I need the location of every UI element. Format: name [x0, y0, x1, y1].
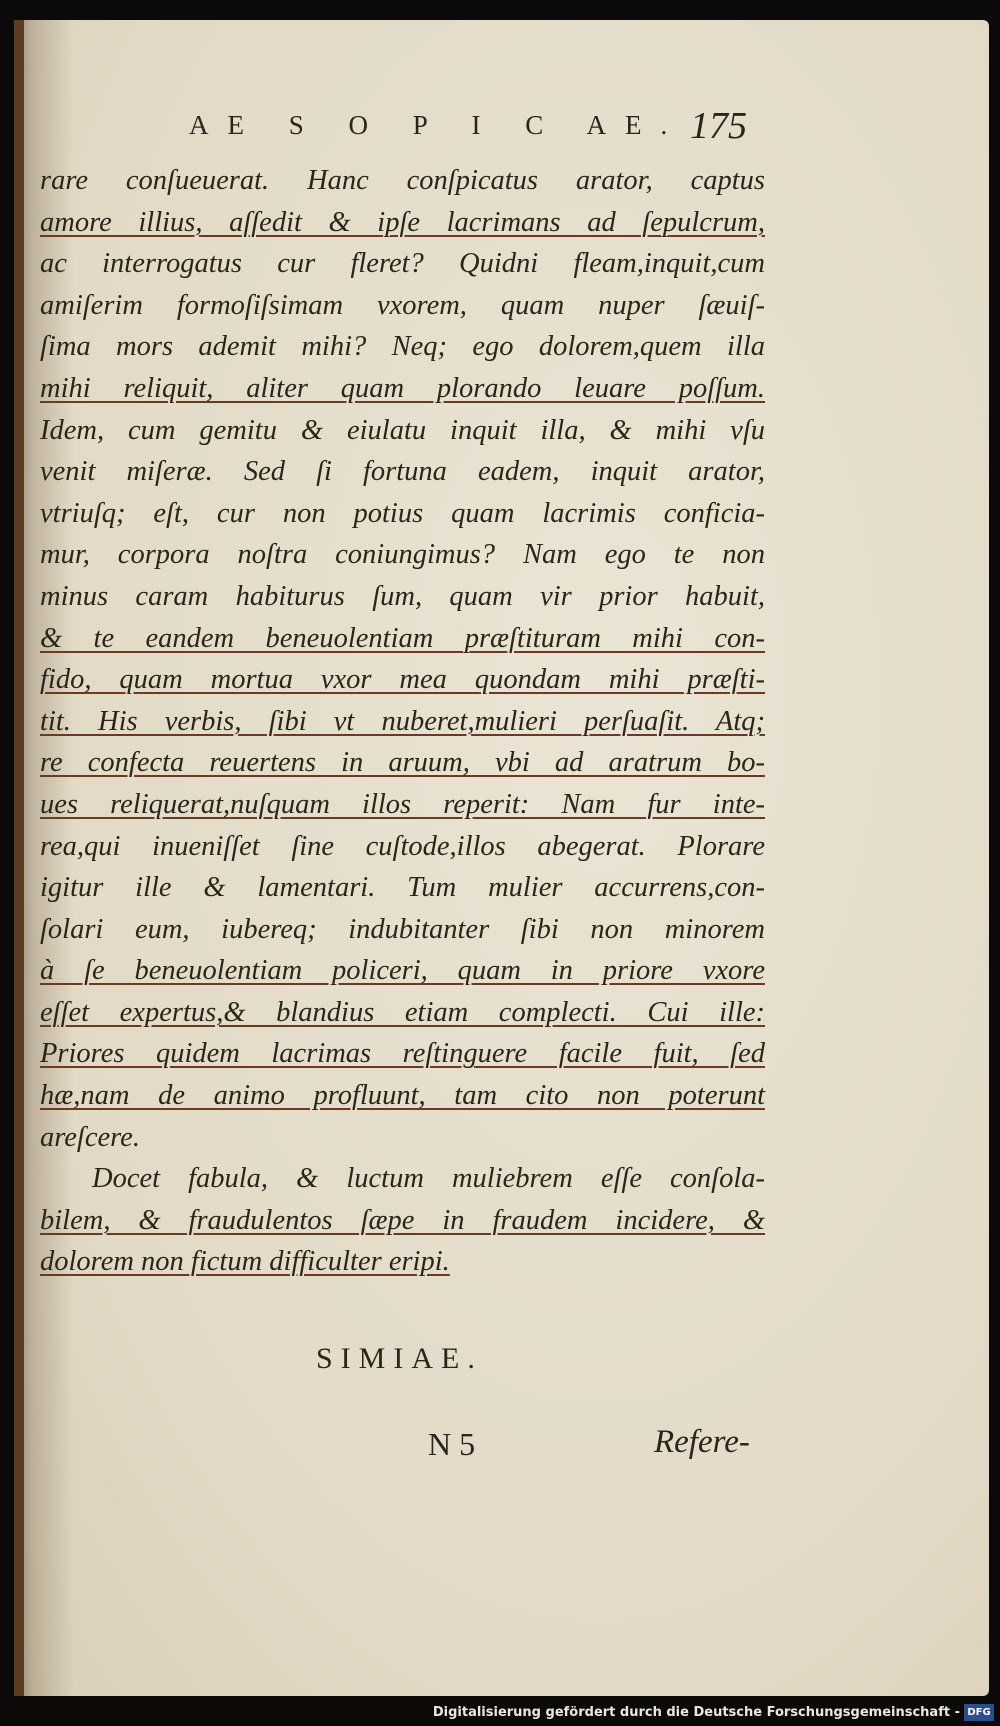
text-line: à ſe beneuolentiam policeri, quam in priore vxore: [40, 955, 765, 987]
text-line: ſima mors ademit mihi? Neq; ego dolorem,quem illa: [40, 331, 765, 363]
fable-text: [40, 160, 765, 1283]
text-line: fido, quam mortua vxor mea quondam mihi præſti-: [40, 664, 765, 696]
funding-credit: Digitalisierung gefördert durch die Deutsche Forschungsgemeinschaft -: [432, 1705, 960, 1720]
book-spine-edge: [14, 20, 24, 1696]
page-header: [14, 92, 989, 147]
text-line: ſolari eum, iubereq; indubitanter ſibi non minorem: [40, 913, 765, 945]
text-line: vtriuſq; eſt, cur non potius quam lacrimis conficia-: [40, 497, 765, 529]
text-line: mur, corpora noſtra coniungimus? Nam ego te non: [40, 539, 765, 571]
text-line: amore illius, aſſedit & ipſe lacrimans ad ſepulcrum,: [40, 206, 765, 238]
text-line: areſcere.: [40, 1121, 140, 1153]
catchword: Refere-: [654, 1424, 750, 1460]
text-line: rea,qui inueniſſet ſine cuſtode,illos abegerat. Plorare: [40, 830, 765, 862]
moral-line: dolorem non fictum difficulter eripi.: [40, 1246, 450, 1278]
text-line: venit miſeræ. Sed ſi fortuna eadem, inquit arator,: [40, 456, 765, 488]
page-number: 175: [690, 105, 747, 147]
text-line: rare conſueuerat. Hanc conſpicatus arator, captus: [40, 165, 765, 196]
dfg-logo-icon[interactable]: DFG: [964, 1704, 994, 1721]
text-line: igitur ille & lamentari. Tum mulier accurrens,con-: [40, 872, 765, 904]
text-line: mihi reliquit, aliter quam plorando leuare poſſum.: [40, 372, 765, 404]
text-line: hæ,nam de animo profluunt, tam cito non poterunt: [40, 1080, 765, 1112]
moral-line: bilem, & fraudulentos ſæpe in fraudem incidere, &: [40, 1204, 765, 1236]
text-line: Idem, cum gemitu & eiulatu inquit illa, & mihi vſu: [40, 414, 765, 446]
text-line: eſſet expertus,& blandius etiam complecti. Cui ille:: [40, 996, 765, 1028]
section-title: SIMIAE.: [316, 1342, 483, 1375]
text-line: ues reliquerat,nuſquam illos reperit: Nam fur inte-: [40, 788, 765, 820]
text-line: amiſerim formoſiſsimam vxorem, quam nuper ſæuiſ-: [40, 289, 765, 321]
book-page: [14, 20, 989, 1696]
signature-mark: N 5: [428, 1426, 476, 1462]
text-line: & te eandem beneuolentiam præſtituram mihi con-: [40, 622, 765, 654]
text-line: re confecta reuertens in aruum, vbi ad aratrum bo-: [40, 747, 765, 779]
running-title: AE S O P I C AE.: [189, 110, 687, 140]
text-line: Priores quidem lacrimas reſtinguere facile fuit, ſed: [40, 1038, 765, 1070]
text-line: tit. His verbis, ſibi vt nuberet,mulieri perſuaſit. Atq;: [40, 705, 765, 737]
footer-bar: [0, 1700, 1000, 1726]
text-line: ac interrogatus cur fleret? Quidni fleam,inquit,cum: [40, 248, 765, 280]
moral-line: Docet fabula, & luctum muliebrem eſſe conſola-: [92, 1163, 765, 1195]
text-line: minus caram habiturus ſum, quam vir prior habuit,: [40, 580, 765, 612]
